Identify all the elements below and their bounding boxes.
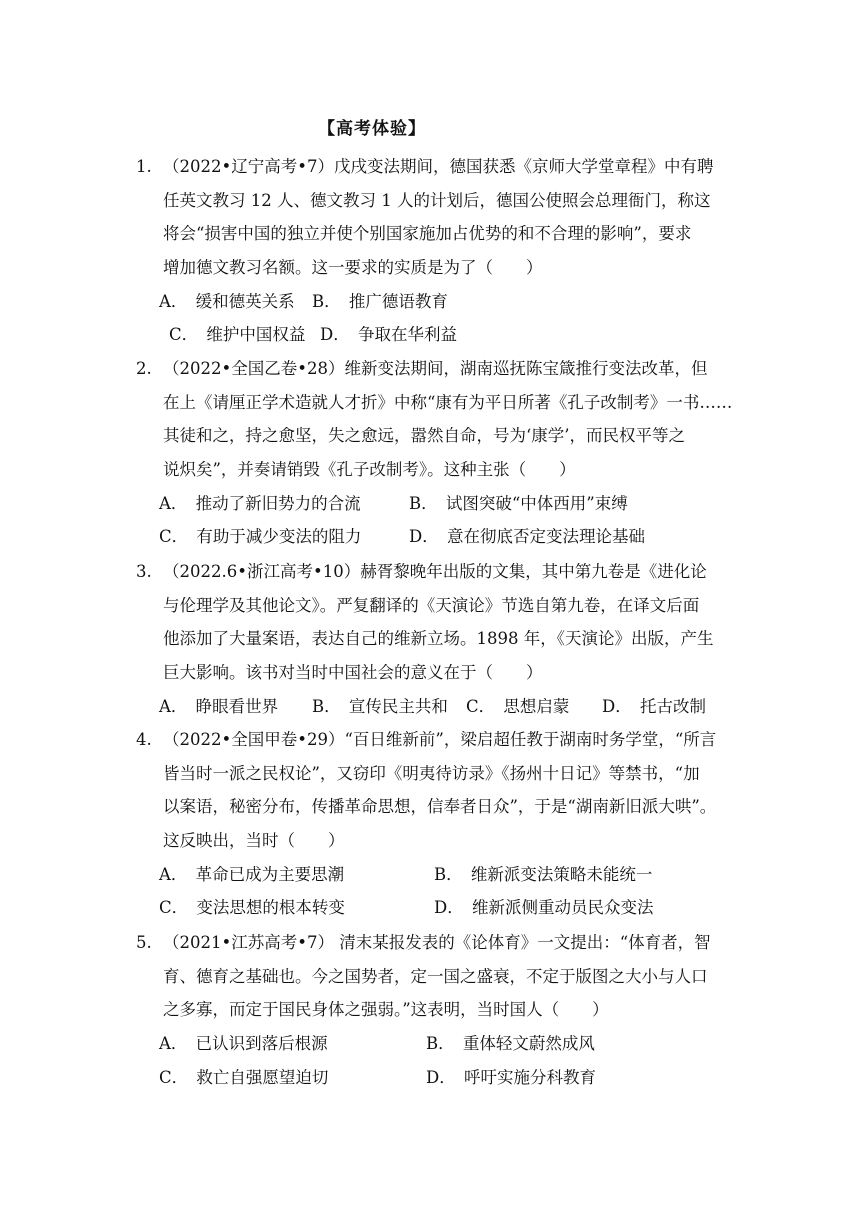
- option-b: B． 维新派变法策略未能统一: [434, 864, 653, 884]
- question-number: 3.: [136, 562, 152, 581]
- question-text: 任英文教习 12 人、德文教习 1 人的计划后，德国公使照会总理衙门，称这: [163, 190, 711, 210]
- option-row: [136, 520, 748, 554]
- question-text: 他添加了大量案语，表达自己的维新立场。1898 年，《天演论》出版，产生: [163, 629, 714, 649]
- question-text: （2022.6•浙江高考•10）赫胥黎晚年出版的文集，其中第九卷是《进化论: [163, 562, 707, 581]
- option-row: [136, 285, 748, 319]
- question-1: [136, 150, 748, 352]
- question-5: [136, 926, 748, 1094]
- option-row: [136, 858, 748, 892]
- option-d: D． 呼吁实施分科教育: [426, 1067, 596, 1087]
- question-text: 这反映出，当时（ ）: [163, 831, 345, 851]
- option-b: B． 推广德语教育: [312, 291, 448, 311]
- option-row: [136, 1027, 748, 1061]
- option-b: B． 试图突破“中体西用”束缚: [409, 493, 628, 513]
- option-c: C． 思想启蒙: [466, 696, 570, 716]
- question-text: 将会“损害中国的独立并使个别国家施加占优势的和不合理的影响”，要求: [163, 224, 692, 244]
- option-row: [136, 318, 748, 352]
- question-text: 育、德育之基础也。今之国势者，定一国之盛衰，不定于版图之大小与人口: [163, 966, 708, 986]
- option-row: [136, 487, 748, 521]
- question-text: 皆当时一派之民权论”，又窃印《明夷待访录》《扬州十日记》等禁书，“加: [163, 763, 700, 783]
- option-b: B． 宣传民主共和: [312, 696, 448, 716]
- question-text: 巨大影响。该书对当时中国社会的意义在于（ ）: [163, 663, 543, 683]
- option-row: [136, 690, 748, 724]
- question-number: 1.: [136, 157, 152, 176]
- question-text: （2022•全国甲卷•29）“百日维新前”，梁启超任教于湖南时务学堂，“所言: [163, 730, 717, 749]
- option-a: A． 缓和德英关系: [159, 291, 295, 311]
- question-text: （2021•江苏高考•7） 清末某报发表的《论体育》一文提出：“体育者，智: [163, 933, 711, 952]
- question-number: 4.: [136, 730, 152, 749]
- question-4: [136, 723, 748, 925]
- section-heading: 【高考体验】: [318, 119, 426, 139]
- question-text: 其徒和之，持之愈坚，失之愈远，嚣然自命，号为‘康学’，而民权平等之: [163, 426, 685, 446]
- option-a: A． 推动了新旧势力的合流: [159, 493, 361, 513]
- option-b: B． 重体轻文蔚然成风: [426, 1034, 595, 1054]
- question-line: [136, 352, 748, 386]
- question-text: （2022•全国乙卷•28）维新变法期间，湖南巡抚陈宝箴推行变法改革，但: [163, 359, 708, 378]
- question-line: [136, 150, 748, 184]
- question-number: 2.: [136, 359, 152, 378]
- question-text: 增加德文教习名额。这一要求的实质是为了（ ）: [163, 258, 543, 278]
- option-d: D． 意在彻底否定变法理论基础: [409, 527, 645, 547]
- question-text: 之多寡，而定于国民身体之强弱。”这表明，当时国人（ ）: [163, 1000, 609, 1020]
- question-line: [136, 926, 748, 960]
- option-row: [136, 891, 748, 925]
- option-a: A． 睁眼看世界: [159, 696, 279, 716]
- option-row: [136, 1061, 748, 1095]
- question-line: [136, 723, 748, 757]
- question-text: 以案语，秘密分布，传播革命思想，信奉者日众”，于是“湖南新旧派大哄”。: [163, 797, 717, 817]
- option-d: D． 维新派侧重动员民众变法: [434, 898, 654, 918]
- option-c: C． 维护中国权益: [169, 325, 306, 345]
- question-text: （2022•辽宁高考•7）戊戌变法期间，德国获悉《京师大学堂章程》中有聘: [163, 157, 714, 176]
- question-text: 与伦理学及其他论文》。严复翻译的《天演论》节选自第九卷，在译文后面: [163, 595, 700, 615]
- option-a: A． 革命已成为主要思潮: [159, 864, 345, 884]
- option-d: D． 争取在华利益: [320, 325, 457, 345]
- option-a: A． 已认识到落后根源: [159, 1034, 328, 1054]
- question-3: [136, 555, 748, 723]
- question-number: 5.: [136, 933, 152, 952]
- option-c: C． 救亡自强愿望迫切: [159, 1067, 329, 1087]
- question-text: 在上《请厘正学术造就人才折》中称“康有为平日所著《孔子改制考》一书……: [163, 392, 733, 412]
- question-2: [136, 352, 748, 554]
- question-text: 说炽矣”，并奏请销毁《孔子改制考》。这种主张（ ）: [163, 460, 576, 480]
- question-line: [136, 555, 748, 589]
- option-c: C． 有助于减少变法的阻力: [159, 527, 362, 547]
- option-c: C． 变法思想的根本转变: [159, 898, 345, 918]
- option-d: D． 托古改制: [602, 696, 706, 716]
